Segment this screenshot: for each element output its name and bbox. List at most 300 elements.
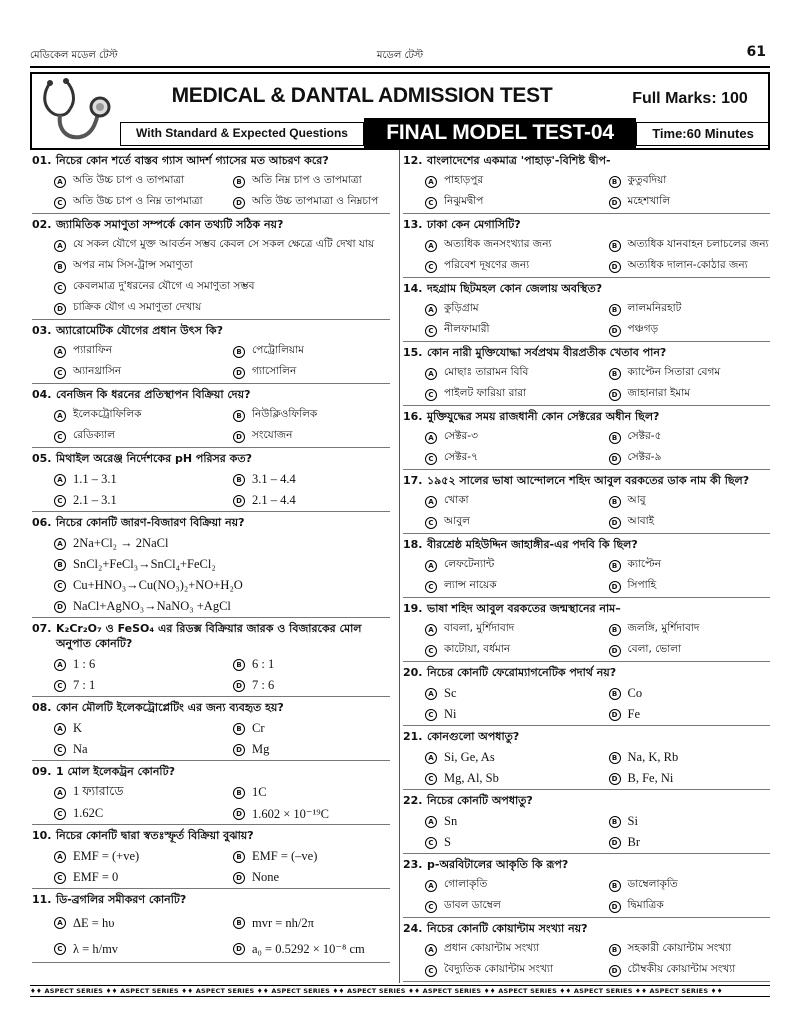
answer-option[interactable] — [32, 472, 211, 487]
answer-option[interactable] — [32, 300, 390, 317]
option-letter-circle: B — [609, 560, 621, 572]
option-text: সেক্টর-৯ — [627, 451, 662, 463]
answer-option[interactable] — [211, 742, 390, 757]
option-text: পেট্রোলিয়াম — [252, 344, 304, 356]
option-text: দ্বিমাত্রিক — [627, 899, 664, 911]
option-letter-circle: A — [425, 816, 437, 828]
answer-option[interactable] — [32, 407, 211, 424]
option-text: প্রধান কোয়ান্টাম সংখ্যা — [444, 942, 540, 954]
question-stem — [403, 598, 770, 619]
answer-option[interactable] — [211, 785, 390, 800]
question-block — [32, 761, 390, 825]
option-letter-circle: C — [425, 197, 437, 209]
question-stem — [32, 825, 390, 846]
question-stem — [32, 320, 390, 341]
option-row — [32, 782, 390, 803]
question-stem — [32, 448, 390, 469]
option-text: অত্যধিক দালান-কোঠার জন্য — [627, 259, 748, 271]
option-letter-circle: D — [233, 680, 245, 692]
option-row — [32, 910, 390, 936]
option-letter-circle: A — [425, 240, 437, 252]
question-text: 1 মোল ইলেকট্রন কোনটি? — [56, 765, 175, 778]
option-letter-circle: D — [233, 367, 245, 379]
option-letter-circle: A — [54, 787, 66, 799]
question-number: 17. — [403, 474, 423, 487]
option-letter-circle: C — [425, 965, 437, 977]
right-question-column — [403, 150, 770, 982]
option-row — [403, 619, 770, 640]
option-row — [403, 683, 770, 704]
option-text: কুড়িগ্রাম — [444, 302, 479, 314]
option-text: S — [444, 835, 451, 849]
option-text: Cu+HNO₃→Cu(NO₃)₂+NO+H₂O — [73, 578, 243, 592]
option-row — [32, 575, 390, 596]
answer-option[interactable] — [587, 898, 771, 915]
option-letter-circle: D — [233, 943, 245, 955]
option-letter-circle: C — [54, 872, 66, 884]
question-number: 13. — [403, 218, 423, 231]
option-letter-circle: B — [609, 688, 621, 700]
answer-option[interactable] — [32, 870, 211, 885]
answer-option[interactable] — [587, 642, 771, 659]
answer-option[interactable] — [32, 557, 390, 572]
option-row — [403, 427, 770, 448]
answer-option[interactable] — [587, 686, 771, 701]
answer-option[interactable] — [587, 450, 771, 467]
answer-option[interactable] — [403, 621, 587, 638]
option-text: ক্যাপ্টেন — [627, 558, 661, 570]
option-letter-circle: D — [609, 901, 621, 913]
answer-option[interactable] — [403, 686, 587, 701]
answer-option[interactable] — [587, 941, 771, 958]
question-stem — [403, 278, 770, 299]
option-letter-circle: A — [425, 560, 437, 572]
answer-option[interactable] — [32, 343, 211, 360]
answer-option[interactable] — [211, 364, 390, 381]
answer-option[interactable] — [403, 365, 587, 382]
option-text: Na — [73, 742, 88, 756]
option-text: Na, K, Rb — [627, 750, 679, 764]
answer-option[interactable] — [403, 578, 587, 595]
question-text: অ্যারোমেটিক যৌগের প্রধান উৎস কি? — [56, 324, 223, 337]
option-row — [32, 256, 390, 277]
option-letter-circle: D — [609, 965, 621, 977]
question-number: 11. — [32, 893, 52, 906]
answer-option[interactable] — [587, 301, 771, 318]
answer-option[interactable] — [403, 386, 587, 403]
answer-option[interactable] — [32, 536, 390, 551]
answer-option[interactable] — [211, 173, 390, 190]
option-letter-circle: B — [609, 816, 621, 828]
option-row — [32, 846, 390, 867]
model-test-label: FINAL MODEL TEST-04 — [364, 118, 636, 148]
question-number: 07. — [32, 622, 52, 635]
answer-option[interactable] — [403, 707, 587, 722]
option-row — [32, 298, 390, 319]
answer-option[interactable] — [32, 942, 211, 957]
answer-option[interactable] — [32, 279, 390, 296]
answer-option[interactable] — [32, 657, 211, 672]
answer-option[interactable] — [211, 721, 390, 736]
option-letter-circle: C — [54, 367, 66, 379]
answer-option[interactable] — [587, 835, 771, 850]
option-letter-circle: A — [54, 659, 66, 671]
question-block — [403, 790, 770, 854]
answer-option[interactable] — [211, 916, 390, 931]
option-text: Fe — [627, 707, 640, 721]
option-row — [403, 299, 770, 320]
option-text: সেক্টর-৫ — [627, 430, 662, 442]
option-text: লেফটেন্যান্ট — [444, 558, 495, 570]
option-row — [32, 739, 390, 760]
time-limit: Time:60 Minutes — [636, 122, 770, 146]
column-divider — [399, 150, 400, 983]
answer-option[interactable] — [211, 407, 390, 424]
option-letter-circle: A — [425, 368, 437, 380]
option-text: পঞ্চগড় — [627, 323, 659, 335]
option-text: যে সকল যৌগে মুক্ত আবর্তন সম্ভব কেবল সে সকল ক্ষেত্রে এটি দেখা যায় — [73, 238, 375, 250]
answer-option[interactable] — [403, 301, 587, 318]
option-text: চাক্রিক যৌগ এ সমাণুতা দেখায় — [73, 301, 202, 313]
answer-option[interactable] — [587, 877, 771, 894]
answer-option[interactable] — [403, 642, 587, 659]
answer-option[interactable] — [403, 557, 587, 574]
option-row — [32, 341, 390, 362]
option-letter-circle: A — [54, 240, 66, 252]
question-text: নিচের কোনটি জারণ-বিজারণ বিক্রিয়া নয়? — [56, 516, 245, 529]
answer-option[interactable] — [587, 621, 771, 638]
option-letter-circle: B — [609, 752, 621, 764]
answer-option[interactable] — [587, 322, 771, 339]
answer-option[interactable] — [403, 258, 587, 275]
question-stem — [403, 918, 770, 939]
answer-option[interactable] — [403, 322, 587, 339]
answer-option[interactable] — [211, 657, 390, 672]
option-row — [32, 362, 390, 383]
question-text: কোন নারী মুক্তিযোদ্ধা সর্বপ্রথম বীরপ্রতীক খেতাব পান? — [427, 346, 667, 359]
question-number: 20. — [403, 666, 423, 679]
answer-option[interactable] — [587, 771, 771, 786]
option-letter-circle: C — [425, 261, 437, 273]
option-letter-circle: D — [54, 601, 66, 613]
question-text: নিচের কোনটি দ্বারা স্বতঃস্ফূর্ত বিক্রিয়া বুঝায়? — [56, 829, 254, 842]
option-row — [403, 704, 770, 725]
option-letter-circle: D — [233, 744, 245, 756]
answer-option[interactable] — [587, 194, 771, 211]
question-stem — [32, 384, 390, 405]
answer-option[interactable] — [587, 173, 771, 190]
answer-option[interactable] — [587, 557, 771, 574]
option-letter-circle: D — [609, 837, 621, 849]
option-text: 1C — [252, 785, 267, 799]
option-letter-circle: A — [54, 176, 66, 188]
answer-option[interactable] — [587, 237, 771, 254]
answer-option[interactable] — [587, 429, 771, 446]
answer-option[interactable] — [32, 493, 211, 508]
question-text: কোনগুলো অপধাতু? — [427, 730, 520, 743]
answer-option[interactable] — [403, 450, 587, 467]
answer-option[interactable] — [403, 877, 587, 894]
option-letter-circle: C — [425, 453, 437, 465]
option-text: কুতুবদিয়া — [627, 174, 667, 186]
question-block — [32, 214, 390, 320]
question-stem — [403, 534, 770, 555]
option-text: B, Fe, Ni — [627, 771, 674, 785]
answer-option[interactable] — [587, 814, 771, 829]
test-header-box — [30, 72, 770, 150]
answer-option[interactable] — [403, 771, 587, 786]
option-letter-circle: A — [54, 851, 66, 863]
option-text: বৈদ্যুতিক কোয়ান্টাম সংখ্যা — [444, 963, 554, 975]
question-text: ভাষা শহিদ আবুল বরকতের জন্মস্থানের নাম– — [427, 602, 621, 615]
answer-option[interactable] — [32, 742, 211, 757]
question-number: 14. — [403, 282, 423, 295]
question-text: বীরশ্রেষ্ঠ মহিউদ্দিন জাহাঙ্গীর-এর পদবি কি ছিল? — [427, 538, 638, 551]
answer-option[interactable] — [32, 194, 211, 211]
question-number: 08. — [32, 701, 52, 714]
answer-option[interactable] — [32, 258, 390, 275]
option-letter-circle: B — [233, 723, 245, 735]
question-stem — [32, 618, 390, 654]
option-text: 7 : 1 — [73, 678, 96, 692]
option-row — [32, 936, 390, 962]
answer-option[interactable] — [403, 941, 587, 958]
question-number: 09. — [32, 765, 52, 778]
option-text: 1.1 – 3.1 — [73, 472, 117, 486]
option-text: নীলফামারী — [444, 323, 490, 335]
answer-option[interactable] — [32, 783, 211, 803]
option-text: Sc — [444, 686, 457, 700]
answer-option[interactable] — [403, 429, 587, 446]
option-letter-circle: B — [233, 851, 245, 863]
answer-option[interactable] — [587, 386, 771, 403]
option-text: 1 : 6 — [73, 657, 96, 671]
option-letter-circle: C — [425, 901, 437, 913]
answer-option[interactable] — [587, 258, 771, 275]
option-letter-circle: C — [54, 495, 66, 507]
option-text: গোলাকৃতি — [444, 878, 488, 890]
answer-option[interactable] — [211, 428, 390, 445]
option-text: ডাম্বেলাকৃতি — [627, 878, 678, 890]
question-stem — [32, 150, 390, 171]
option-row — [403, 747, 770, 768]
answer-option[interactable] — [32, 678, 211, 693]
question-number: 04. — [32, 388, 52, 401]
full-marks: Full Marks: 100 — [632, 90, 748, 107]
answer-option[interactable] — [211, 493, 390, 508]
option-text: খোকা — [444, 494, 469, 506]
question-text: নিচের কোনটি কোয়ান্টাম সংখ্যা নয়? — [427, 922, 588, 935]
option-text: বাবলা, মুর্শিদাবাদ — [444, 622, 515, 634]
answer-option[interactable] — [403, 173, 587, 190]
option-row — [32, 490, 390, 511]
answer-option[interactable] — [32, 237, 390, 254]
option-row — [32, 405, 390, 426]
answer-option[interactable] — [211, 806, 390, 822]
answer-option[interactable] — [211, 849, 390, 864]
option-letter-circle: D — [609, 773, 621, 785]
answer-option[interactable] — [32, 599, 390, 614]
question-text: p-অরবিটালের আকৃতি কি রূপ? — [427, 858, 569, 871]
option-text: ইলেকট্রোফিলিক — [73, 408, 142, 420]
option-text: অতি উচ্চ তাপমাত্রা ও নিম্নচাপ — [252, 195, 379, 207]
option-text: অতি নিম্ন চাপ ও তাপমাত্রা — [252, 174, 362, 186]
option-text: নিউক্লিওফিলিক — [252, 408, 318, 420]
answer-option[interactable] — [32, 806, 211, 821]
option-row — [403, 384, 770, 405]
option-text: EMF = 0 — [73, 870, 119, 884]
option-row — [32, 867, 390, 888]
question-number: 03. — [32, 324, 52, 337]
answer-option[interactable] — [403, 962, 587, 979]
answer-option[interactable] — [403, 514, 587, 531]
option-text: 2.1 – 3.1 — [73, 493, 117, 507]
question-number: 24. — [403, 922, 423, 935]
question-block — [32, 889, 390, 963]
option-letter-circle: A — [425, 304, 437, 316]
question-stem — [32, 889, 390, 910]
answer-option[interactable] — [403, 814, 587, 829]
answer-option[interactable] — [587, 707, 771, 722]
page-number: 61 — [746, 44, 766, 60]
answer-option[interactable] — [403, 237, 587, 254]
answer-option[interactable] — [211, 472, 390, 487]
option-text: 7 : 6 — [252, 678, 275, 692]
option-row — [403, 768, 770, 789]
answer-option[interactable] — [403, 750, 587, 765]
answer-option[interactable] — [211, 343, 390, 360]
header-rule — [30, 66, 770, 68]
option-text: 2.1 – 4.4 — [252, 493, 296, 507]
option-letter-circle: A — [425, 880, 437, 892]
option-letter-circle: B — [609, 176, 621, 188]
option-text: a₀ = 0.5292 × 10⁻⁸ cm — [252, 942, 365, 956]
option-letter-circle: C — [54, 282, 66, 294]
option-text: সিপাহি — [627, 579, 657, 591]
running-header-left: মেডিকেল মডেল টেস্ট — [30, 50, 118, 61]
option-letter-circle: C — [54, 943, 66, 955]
question-text: ঢাকা কেন মেগাসিটি? — [427, 218, 521, 231]
question-text: বাংলাদেশের একমাত্র 'পাহাড়'-বিশিষ্ট দ্বীপ- — [427, 154, 611, 167]
answer-option[interactable] — [211, 678, 390, 693]
question-text: মিথাইল অরেঞ্জ নির্দেশকের pH পরিসর কত? — [56, 452, 253, 465]
answer-option[interactable] — [211, 194, 390, 211]
option-text: পরিবেশ দূষণের জন্য — [444, 259, 530, 271]
option-text: Co — [627, 686, 643, 700]
question-block — [32, 448, 390, 512]
option-letter-circle: A — [54, 474, 66, 486]
option-text: সেক্টর-৭ — [444, 451, 478, 463]
question-block — [403, 598, 770, 662]
option-text: λ = h/mv — [73, 941, 119, 956]
answer-option[interactable] — [587, 962, 771, 979]
answer-option[interactable] — [211, 941, 390, 957]
answer-option[interactable] — [403, 835, 587, 850]
option-letter-circle: D — [609, 581, 621, 593]
option-letter-circle: C — [425, 517, 437, 529]
question-block — [403, 150, 770, 214]
answer-option[interactable] — [403, 898, 587, 915]
answer-option[interactable] — [32, 721, 211, 736]
question-stem — [403, 150, 770, 171]
question-text: নিচের কোন শর্তে বাস্তব গ্যাস আদর্শ গ্যাসের মত আচরণ করে? — [56, 154, 329, 167]
option-row — [32, 469, 390, 490]
option-text: ক্যাপ্টেন সিতারা বেগম — [627, 366, 721, 378]
option-letter-circle: B — [54, 559, 66, 571]
option-text: Si, Ge, As — [444, 750, 495, 764]
option-letter-circle: B — [609, 880, 621, 892]
option-text: ল্যান্স নায়েক — [444, 579, 497, 591]
answer-option[interactable] — [587, 493, 771, 510]
option-letter-circle: A — [425, 944, 437, 956]
question-stem — [403, 790, 770, 811]
option-letter-circle: A — [425, 688, 437, 700]
answer-option[interactable] — [32, 173, 211, 190]
question-number: 06. — [32, 516, 52, 529]
option-row — [403, 491, 770, 512]
question-text: বেনজিন কি ধরনের প্রতিস্থাপন বিক্রিয়া দেয়? — [56, 388, 251, 401]
answer-option[interactable] — [403, 194, 587, 211]
question-block — [32, 384, 390, 448]
question-text: মুক্তিযুদ্ধের সময় রাজধানী কোন সেক্টরের অধীন ছিল? — [427, 410, 660, 423]
option-text: মোছাঃ তারামন বিবি — [444, 366, 529, 378]
question-number: 18. — [403, 538, 423, 551]
option-row — [32, 803, 390, 824]
answer-option[interactable] — [32, 849, 211, 864]
option-row — [403, 448, 770, 469]
answer-option[interactable] — [32, 364, 211, 381]
question-block — [403, 662, 770, 726]
option-text: আবুল — [444, 515, 470, 527]
answer-option[interactable] — [587, 514, 771, 531]
option-text: আবু — [627, 494, 646, 506]
question-number: 21. — [403, 730, 423, 743]
option-row — [32, 426, 390, 447]
answer-option[interactable] — [587, 365, 771, 382]
option-letter-circle: B — [233, 474, 245, 486]
option-letter-circle: D — [609, 197, 621, 209]
question-number: 19. — [403, 602, 423, 615]
question-number: 02. — [32, 218, 52, 231]
option-text: EMF = (+ve) — [73, 849, 140, 863]
exam-title: MEDICAL & DANTAL ADMISSION TEST — [171, 84, 553, 107]
option-text: জলঙ্গি, মুর্শিদাবাদ — [627, 622, 700, 634]
answer-option[interactable] — [587, 578, 771, 595]
option-letter-circle: C — [425, 581, 437, 593]
question-block — [403, 342, 770, 406]
answer-option[interactable] — [32, 916, 211, 931]
option-letter-circle: A — [425, 752, 437, 764]
option-row — [403, 832, 770, 853]
option-text: Mg — [252, 742, 270, 756]
option-letter-circle: D — [233, 808, 245, 820]
option-row — [32, 675, 390, 696]
option-letter-circle: B — [609, 624, 621, 636]
question-number: 05. — [32, 452, 52, 465]
option-letter-circle: B — [233, 917, 245, 929]
answer-option[interactable] — [211, 870, 390, 885]
option-letter-circle: B — [609, 432, 621, 444]
answer-option[interactable] — [403, 493, 587, 510]
answer-option[interactable] — [32, 428, 211, 445]
option-row — [403, 960, 770, 981]
option-text: প্যারাফিন — [73, 344, 112, 356]
answer-option[interactable] — [587, 750, 771, 765]
running-header — [30, 44, 770, 64]
answer-option[interactable] — [32, 578, 390, 593]
option-text: ডাবল ডাম্বেল — [444, 899, 501, 911]
option-letter-circle: D — [54, 303, 66, 315]
